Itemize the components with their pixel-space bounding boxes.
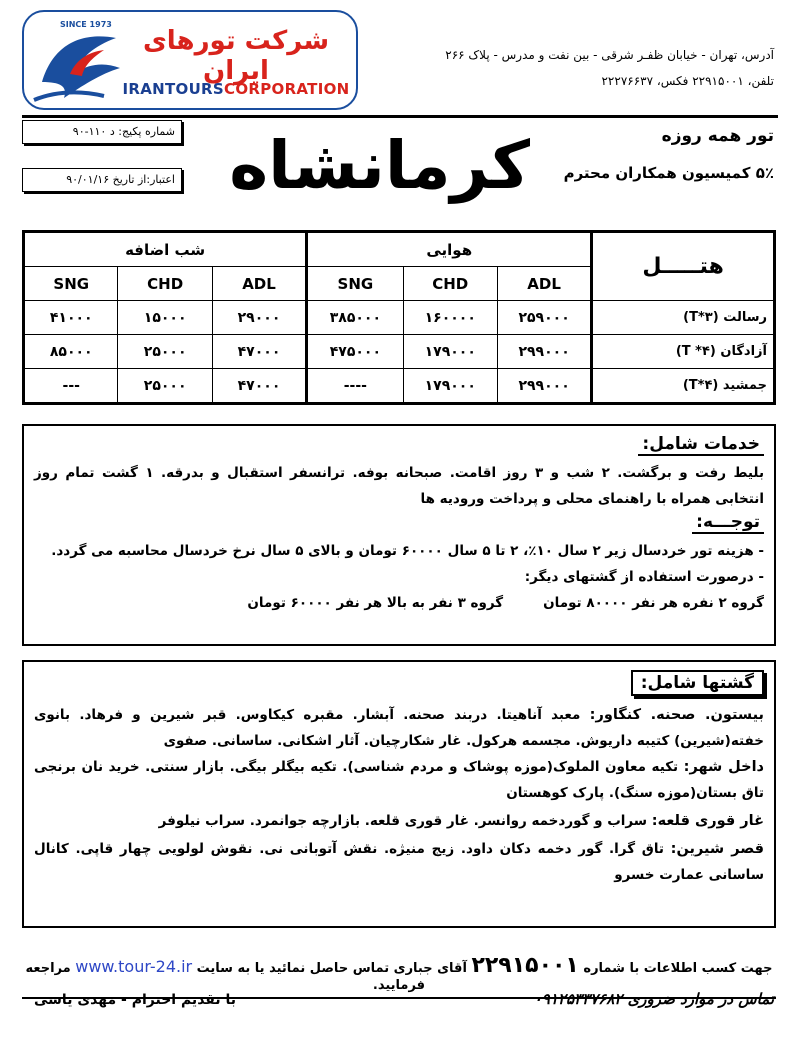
col-header: ADL	[497, 267, 591, 301]
tours-box	[22, 660, 776, 928]
signoff: با تقدیم احترام - مهدی یاسی	[34, 992, 236, 1008]
price-cell: ۸۵۰۰۰	[24, 335, 118, 369]
group-3-price: گروه ۳ نفر به بالا هر نفر ۶۰۰۰۰ تومان	[247, 595, 504, 611]
tour-text: تاق گرا. گور دخمه دکان داود. زیج منیژه. نقش آتوبانی نی. نقوش لولویی چهار قاپی. کانال ساسانی عمارت خسرو	[34, 841, 764, 883]
header-divider	[22, 115, 778, 118]
note-heading: توجـــه:	[692, 512, 764, 534]
logo-since: SINCE 1973	[60, 20, 112, 29]
price-cell: ۲۵۹۰۰۰	[497, 301, 591, 335]
price-cell: ۲۹۹۰۰۰	[497, 335, 591, 369]
logo-name-en	[122, 80, 350, 98]
services-heading: خدمات شامل:	[638, 434, 764, 456]
col-header: CHD	[403, 267, 497, 301]
note-group-prices	[34, 590, 764, 616]
emergency-contact: تماس در موارد ضروری ۰۹۱۲۵۳۳۷۶۸۲	[533, 990, 774, 1008]
note-line: - هزینه تور خردسال زیر ۲ سال ۱۰٪، ۲ تا ۵ سال ۶۰۰۰۰ تومان و بالای ۵ سال نرخ خردسال محاسبه می گردد.	[51, 543, 764, 559]
page-title: کرمانشاه	[229, 127, 530, 204]
logo-name-fa: شرکت تورهای ایران	[142, 26, 330, 86]
package-number: شماره پکیج: د ۱۱۰-۹۰	[22, 120, 182, 144]
col-header: SNG	[24, 267, 118, 301]
tour-type: تور همه روزه	[661, 126, 774, 146]
list-item	[34, 754, 764, 806]
list-item	[34, 702, 764, 754]
list-item	[34, 808, 764, 834]
hotel-name: آزادگان (۴* T)	[592, 335, 775, 369]
address-line: آدرس، تهران - خیابان ظفـر شرقی - بین نفت و مدرس - پلاک ۲۶۶	[445, 48, 774, 62]
extra-night-group-header: شب اضافه	[24, 232, 307, 267]
air-group-header: هوایی	[307, 232, 592, 267]
phone-fax-line: تلفن، ۲۲۹۱۵۰۰۱ فکس، ۲۲۲۷۶۶۳۷	[601, 74, 774, 88]
company-logo	[22, 10, 358, 110]
price-cell: ----	[307, 369, 403, 404]
group-2-price: گروه ۲ نفره هر نفر ۸۰۰۰۰ تومان	[543, 595, 764, 611]
col-header: SNG	[307, 267, 403, 301]
logo-name-en-a: IRANTOURS	[122, 80, 225, 98]
price-cell: ۴۷۰۰۰	[212, 335, 306, 369]
tour-text: تکیه معاون الملوک(موزه پوشاک و مردم شناسی). تکیه بیگلر بیگی. بازار سنتی. خرید نان برنجی تاق بستان(موزه سنگ). پارک کوهستان	[34, 759, 764, 801]
website-link[interactable]: www.tour-24.ir	[75, 957, 193, 976]
commission-note: ۵٪ کمیسیون همکاران محترم	[563, 164, 774, 182]
package-validity: اعتبار:از تاریخ ۹۰/۰۱/۱۶	[22, 168, 182, 192]
tour-text: معبد آناهیتا. دربند صحنه. آبشار. مقبره کیکاوس. قبر شیرین و فرهاد. بانوی خفته(شیرین) کتیبه داریوش. مجسمه هرکول. غار شکارچیان. آثار اشکانی. ساسانی. صفوی	[34, 707, 764, 749]
tours-heading: گشتها شامل:	[631, 670, 764, 696]
footer-info-a: جهت کسب اطلاعات با شماره	[583, 961, 773, 976]
table-header-row	[24, 232, 775, 267]
footer-info-b: آقای جباری تماس حاصل نمائید یا به سایت	[196, 961, 467, 976]
logo-name-en-b: CORPORATION	[224, 80, 350, 98]
tour-label: قصر شیرین:	[670, 841, 764, 857]
hotel-name: رسالت (۳*T)	[592, 301, 775, 335]
table-row	[24, 335, 775, 369]
services-box	[22, 424, 776, 646]
col-header: ADL	[212, 267, 306, 301]
services-text: بلیط رفت و برگشت. ۲ شب و ۳ روز اقامت. صبحانه بوفه. ترانسفر استقبال و بدرقه. ۱ گشت تمام روز انتخابی همراه با راهنمای محلی و پرداخت ورودیه ها	[34, 465, 765, 507]
price-table	[22, 230, 776, 405]
hotel-header: هتـــــل	[592, 232, 775, 301]
price-cell: ۱۵۰۰۰	[118, 301, 212, 335]
hotel-name: جمشید (۴*T)	[592, 369, 775, 404]
table-row	[24, 301, 775, 335]
tour-label: داخل شهر:	[683, 759, 764, 775]
price-cell: ۲۵۰۰۰	[118, 335, 212, 369]
price-cell: ۲۹۰۰۰	[212, 301, 306, 335]
footer-info-c: مراجعه فرمایید.	[25, 961, 426, 993]
price-cell: ۳۸۵۰۰۰	[307, 301, 403, 335]
price-cell: ۱۷۹۰۰۰	[403, 335, 497, 369]
tour-label: غار قوری قلعه:	[651, 813, 764, 829]
price-cell: ۴۷۰۰۰	[212, 369, 306, 404]
price-cell: ۴۱۰۰۰	[24, 301, 118, 335]
note-line: - درصورت استفاده از گشتهای دیگر:	[524, 569, 764, 585]
tour-text: سراب و گوردخمه روانسر. غار قوری قلعه. بازارچه جوانمرد. سراب نیلوفر	[158, 813, 652, 829]
price-cell: ۱۷۹۰۰۰	[403, 369, 497, 404]
price-cell: ۲۹۹۰۰۰	[497, 369, 591, 404]
tour-label: بیستون. صحنه. کنگاور:	[589, 707, 764, 723]
col-header: CHD	[118, 267, 212, 301]
footer-phone: ۲۲۹۱۵۰۰۱	[471, 953, 579, 978]
table-row	[24, 369, 775, 404]
price-cell: ---	[24, 369, 118, 404]
price-cell: ۱۶۰۰۰۰	[403, 301, 497, 335]
list-item	[34, 836, 764, 888]
price-cell: ۲۵۰۰۰	[118, 369, 212, 404]
contact-address	[374, 42, 774, 94]
price-cell: ۴۷۵۰۰۰	[307, 335, 403, 369]
